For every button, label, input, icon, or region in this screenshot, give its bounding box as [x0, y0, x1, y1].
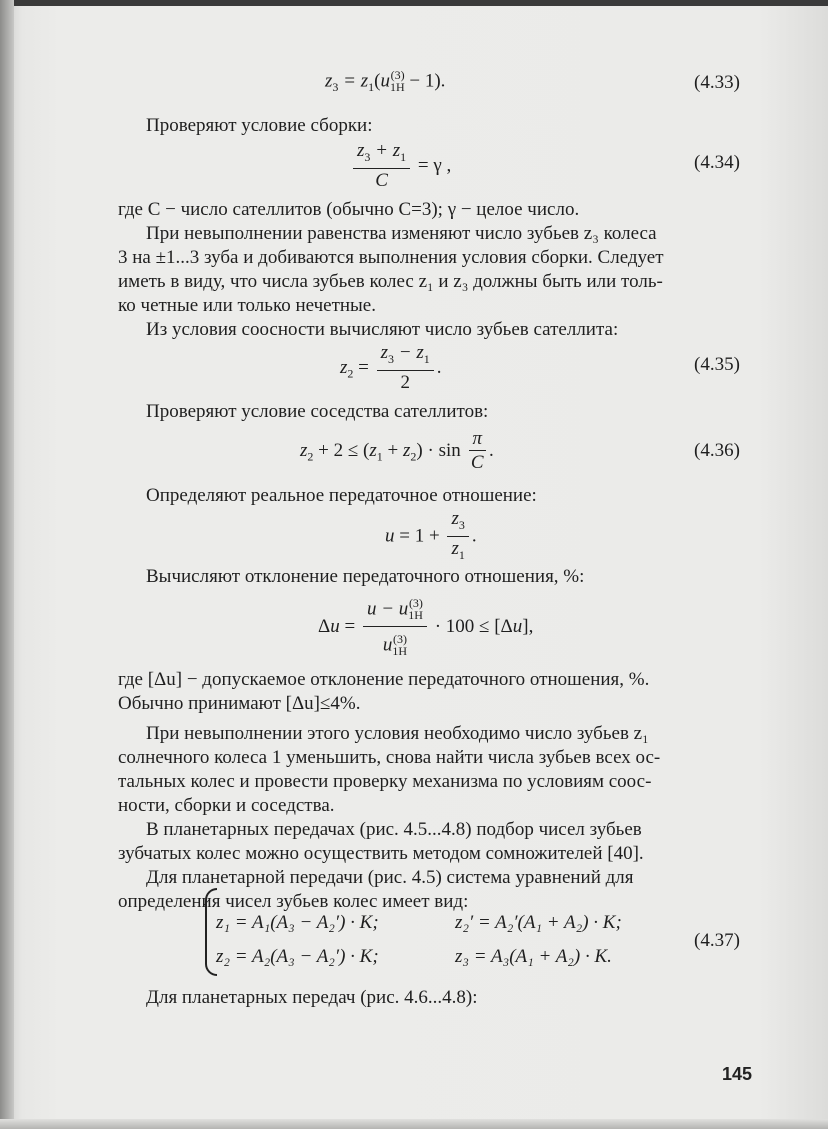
equation-4-37-row1-right: z₂′ = A₂′(A₁ + A₂) · K;: [455, 912, 622, 933]
equation-4-37-row2-right: z₃ = A₃(A₁ + A₂) · K.: [455, 946, 612, 967]
equation-4-37-row2-left: z₂ = A₂(A₃ − A₂′) · K;: [216, 946, 379, 967]
equation-4-37-row1-left: z₁ = A₁(A₃ − A₂′) · K;: [216, 912, 379, 933]
equation-4-34: $\frac{z_3 + z_1}{C}$ = γ ,: [350, 140, 451, 193]
page-number: 145: [722, 1064, 753, 1084]
text-line: При невыполнении равенства изменяют число зубьев z₃ колеса: [146, 223, 657, 244]
equation-number: (4.34): [694, 152, 740, 173]
text-line: Проверяют условие сборки:: [146, 115, 373, 136]
text-line: Обычно принимают [Δu]≤4%.: [118, 693, 361, 714]
text-line: 3 на ±1...3 зуба и добиваются выполнения условия сборки. Следует: [118, 247, 664, 268]
text-line: тальных колес и провести проверку механизма по условиям соос-: [118, 771, 652, 792]
equation-4-36: $z_2 + 2 \le (z_1 + z_2) \cdot \sin$ $\frac{\pi}{C}$ .: [300, 428, 494, 473]
text-line: При невыполнении этого условия необходимо число зубьев z₁: [146, 723, 649, 744]
equation-4-33: $z_3 = z_1(u_{1H}^{(3)} - 1)$.: [325, 68, 446, 95]
text-line: Проверяют условие соседства сателлитов:: [146, 401, 489, 422]
text-line: определения чисел зубьев колес имеет вид:: [118, 891, 469, 912]
text-line: где C − число сателлитов (обычно C=3); γ − целое число.: [118, 199, 580, 220]
scan-top-edge: [0, 0, 828, 6]
text-line: Из условия соосности вычисляют число зубьев сателлита:: [146, 319, 619, 340]
text-line: иметь в виду, что числа зубьев колес z₁ и z₃ должны быть или толь-: [118, 271, 663, 292]
equation-number: (4.35): [694, 354, 740, 375]
text-line: ко четные или только нечетные.: [118, 295, 376, 316]
equation-number: (4.36): [694, 440, 740, 461]
text-line: Вычисляют отклонение передаточного отношения, %:: [146, 566, 585, 587]
scan-bottom-edge: [0, 1119, 828, 1129]
scan-binding-shadow: [0, 0, 14, 1129]
text-line: зубчатых колес можно осуществить методом сомножителей [40].: [118, 843, 644, 864]
text-line: В планетарных передачах (рис. 4.5...4.8) подбор чисел зубьев: [146, 819, 642, 840]
text-line: Для планетарных передач (рис. 4.6...4.8):: [146, 987, 478, 1008]
text-line: где [Δu] − допускаемое отклонение передаточного отношения, %.: [118, 669, 650, 690]
text-line: Для планетарной передачи (рис. 4.5) система уравнений для: [146, 867, 634, 888]
text-line: Определяют реальное передаточное отношение:: [146, 485, 537, 506]
equation-number: (4.33): [694, 72, 740, 93]
equation-4-35: $z_2$ = $\frac{z_3 - z_1}{2}$ .: [340, 342, 442, 393]
equation-u: u = 1 + $\frac{z_3}{z_1}$ .: [385, 508, 477, 562]
text-line: ности, сборки и соседства.: [118, 795, 335, 816]
text-line: солнечного колеса 1 уменьшить, снова найти числа зубьев всех ос-: [118, 747, 661, 768]
equation-number: (4.37): [694, 930, 740, 951]
equation-delta-u: Δu = $\frac{u - u_{1H}^{(3)}}{u_{1H}^{(3)}}$ · 100 ≤ [Δu],: [318, 592, 533, 663]
